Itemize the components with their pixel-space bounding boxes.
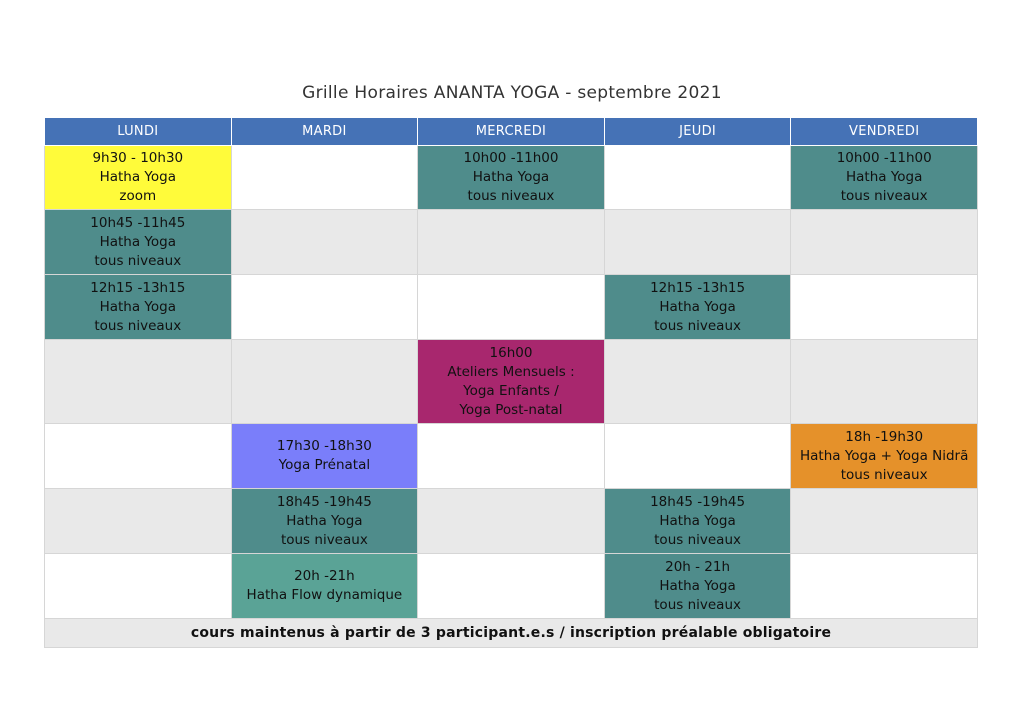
schedule-cell-empty [791, 210, 978, 275]
day-header-vendredi: VENDREDI [791, 118, 978, 146]
schedule-cell-empty [231, 210, 418, 275]
schedule-cell: 20h -21h Hatha Flow dynamique [231, 554, 418, 619]
schedule-cell-empty [45, 489, 232, 554]
schedule-cell: 12h15 -13h15 Hatha Yoga tous niveaux [604, 275, 791, 340]
schedule-cell-empty [604, 210, 791, 275]
schedule-cell-empty [418, 554, 605, 619]
schedule-cell-empty [791, 554, 978, 619]
schedule-cell-empty [604, 146, 791, 210]
schedule-cell: 16h00 Ateliers Mensuels : Yoga Enfants / Yoga Post-natal [418, 340, 605, 424]
day-header-lundi: LUNDI [45, 118, 232, 146]
schedule-cell: 20h - 21h Hatha Yoga tous niveaux [604, 554, 791, 619]
table-row [45, 340, 978, 424]
day-header-row [45, 118, 978, 146]
schedule-cell: 18h -19h30 Hatha Yoga + Yoga Nidrã tous niveaux [791, 424, 978, 489]
schedule-cell-empty [418, 275, 605, 340]
table-row [45, 210, 978, 275]
schedule-cell: 17h30 -18h30 Yoga Prénatal [231, 424, 418, 489]
schedule-cell-empty [45, 554, 232, 619]
schedule-cell-empty [231, 275, 418, 340]
schedule-cell-empty [604, 340, 791, 424]
day-header-mercredi: MERCREDI [418, 118, 605, 146]
table-row [45, 554, 978, 619]
schedule-cell: 18h45 -19h45 Hatha Yoga tous niveaux [604, 489, 791, 554]
schedule-cell-empty [791, 275, 978, 340]
schedule-cell-empty [418, 210, 605, 275]
schedule-cell: 9h30 - 10h30 Hatha Yoga zoom [45, 146, 232, 210]
schedule-cell-empty [418, 489, 605, 554]
table-row [45, 146, 978, 210]
schedule-cell-empty [231, 146, 418, 210]
schedule-cell-empty [45, 424, 232, 489]
footer-note: cours maintenus à partir de 3 participant.e.s / inscription préalable obligatoire [45, 619, 978, 648]
day-header-mardi: MARDI [231, 118, 418, 146]
table-row [45, 424, 978, 489]
table-row [45, 489, 978, 554]
schedule-cell-empty [418, 424, 605, 489]
schedule-cell-empty [604, 424, 791, 489]
schedule-cell: 10h00 -11h00 Hatha Yoga tous niveaux [791, 146, 978, 210]
schedule-cell: 18h45 -19h45 Hatha Yoga tous niveaux [231, 489, 418, 554]
footer-row [45, 619, 978, 648]
schedule-cell-empty [791, 340, 978, 424]
page-title: Grille Horaires ANANTA YOGA - septembre 2021 [302, 83, 722, 103]
table-row [45, 275, 978, 340]
schedule-cell: 12h15 -13h15 Hatha Yoga tous niveaux [45, 275, 232, 340]
day-header-jeudi: JEUDI [604, 118, 791, 146]
schedule-table [44, 117, 978, 648]
schedule-cell: 10h00 -11h00 Hatha Yoga tous niveaux [418, 146, 605, 210]
schedule-cell-empty [791, 489, 978, 554]
schedule-cell-empty [45, 340, 232, 424]
schedule-cell-empty [231, 340, 418, 424]
schedule-cell: 10h45 -11h45 Hatha Yoga tous niveaux [45, 210, 232, 275]
